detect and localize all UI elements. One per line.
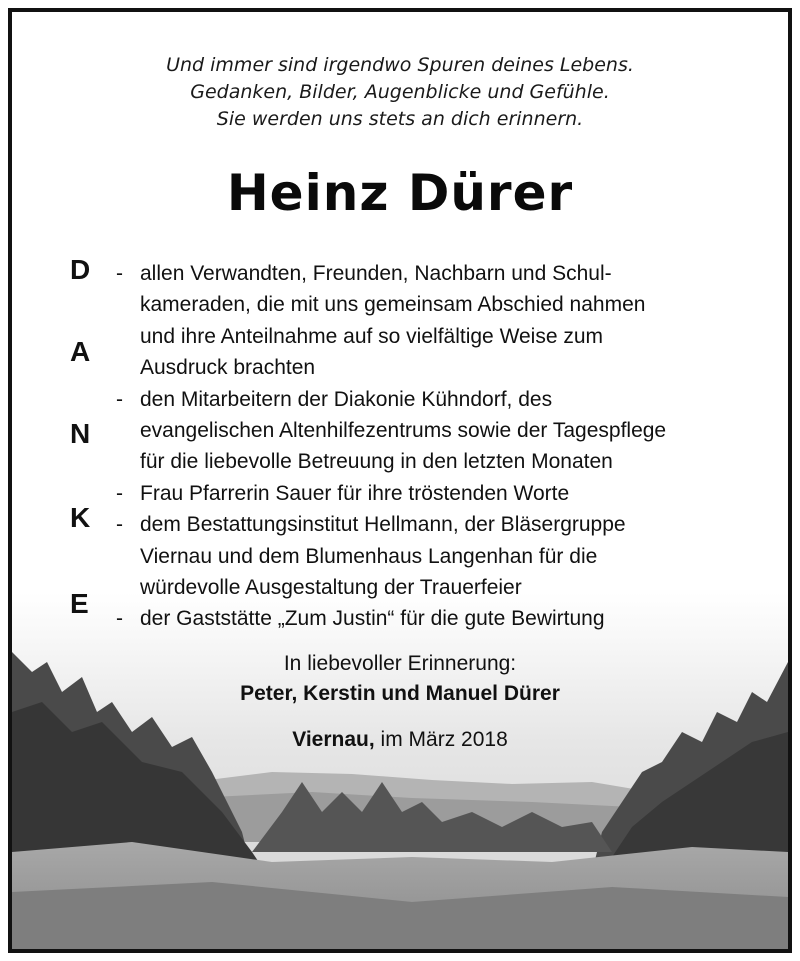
thanks-line: den Mitarbeitern der Diakonie Kühndorf, des <box>140 387 553 411</box>
date: im März 2018 <box>380 728 508 751</box>
thanks-item <box>116 603 776 634</box>
thanks-line: und ihre Anteilnahme auf so vielfältige Weise zum <box>140 324 604 348</box>
thanks-line: Viernau und dem Blumenhaus Langenhan für die <box>140 544 598 568</box>
dash: - <box>116 481 123 505</box>
thanks-item <box>116 478 776 509</box>
thanks-line: der Gaststätte „Zum Justin“ für die gute Bewirtung <box>140 607 605 631</box>
danke-letter: N <box>70 418 91 449</box>
dash: - <box>116 607 123 631</box>
place: Viernau, <box>292 728 375 751</box>
thanks-item <box>116 384 776 478</box>
danke-letter: E <box>70 588 89 619</box>
place-date <box>12 728 788 752</box>
poem-line: Sie werden uns stets an dich erinnern. <box>216 108 584 130</box>
thanks-list <box>116 258 776 635</box>
thanks-item <box>116 509 776 603</box>
thanks-line: Frau Pfarrerin Sauer für ihre tröstenden Worte <box>140 481 570 505</box>
poem-line: Gedanken, Bilder, Augenblicke und Gefühle. <box>190 81 610 103</box>
closing-line: In liebevoller Erinnerung: <box>283 652 517 675</box>
thanks-line: kameraden, die mit uns gemeinsam Abschied nahmen <box>140 293 646 317</box>
danke-letter: K <box>70 502 91 533</box>
dash: - <box>116 387 123 411</box>
thanks-item <box>116 258 776 384</box>
deceased-name: Heinz Dürer <box>226 164 574 222</box>
danke-letter: D <box>70 254 91 285</box>
thanks-line: würdevolle Ausgestaltung der Trauerfeier <box>140 576 522 600</box>
poem-line: Und immer sind irgendwo Spuren deines Lebens. <box>166 54 634 76</box>
thanks-line: allen Verwandten, Freunden, Nachbarn und Schul- <box>140 262 612 285</box>
family-names-text: Peter, Kerstin und Manuel Dürer <box>240 682 560 705</box>
danke-letter: A <box>70 336 91 367</box>
family-names <box>12 682 788 706</box>
thanks-line: Ausdruck brachten <box>140 356 316 380</box>
thanks-line: für die liebevolle Betreuung in den letzten Monaten <box>140 450 613 474</box>
dash: - <box>116 262 123 285</box>
thanks-line: evangelischen Altenhilfezentrums sowie der Tagespflege <box>140 419 667 443</box>
notice-frame <box>8 8 792 953</box>
poem <box>12 52 788 133</box>
thanks-line: dem Bestattungsinstitut Hellmann, der Bläsergruppe <box>140 513 626 537</box>
dash: - <box>116 513 123 537</box>
